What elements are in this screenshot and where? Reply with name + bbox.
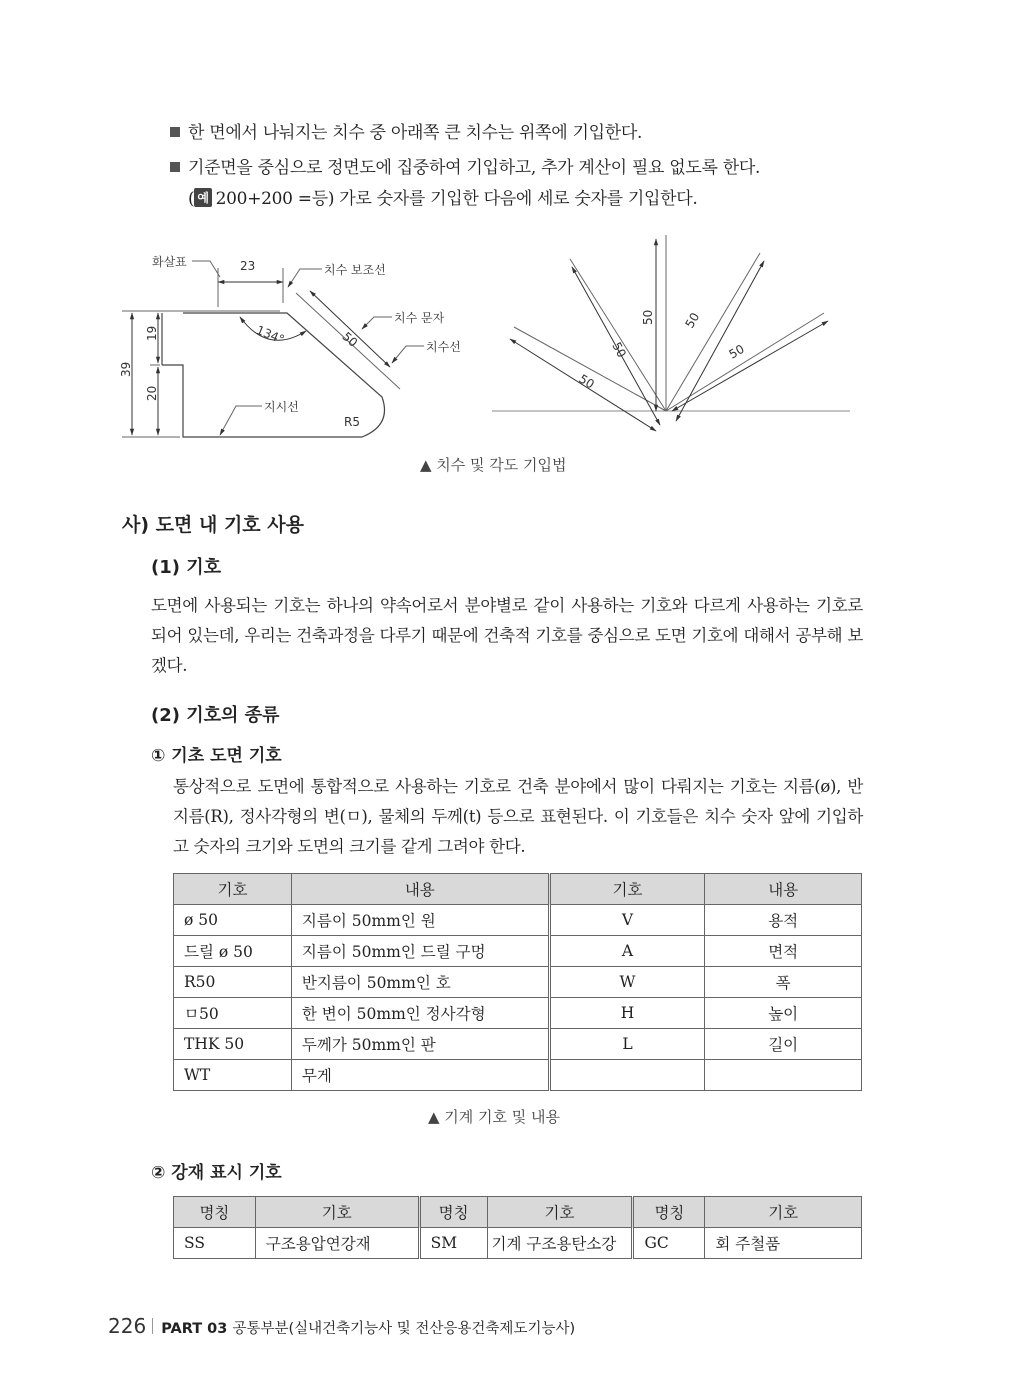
angle-dim-label: 50	[682, 310, 703, 331]
angle-dim-label: 50	[726, 341, 747, 362]
section-title: 사) 도면 내 기호 사용	[122, 514, 304, 536]
table-row	[174, 967, 862, 998]
dim-39-label: 39	[119, 361, 133, 377]
table-cell: 구조용압연강재	[255, 1228, 419, 1259]
table-cell: ø 50	[174, 905, 292, 936]
table-header: 명칭	[419, 1197, 487, 1228]
paragraph: 통상적으로 도면에 통합적으로 사용하는 기호로 건축 분야에서 많이 다뤄지는 기호는 지름(ø), 반지름(R), 정사각형의 변(ㅁ), 물체의 두께(t) 등으로 표현된다. 이 기호들은 치수 숫자 앞에 기입하고 숫자의 크기와 도면의 크기를 같게 그려야 한다.	[173, 777, 863, 856]
angle-label: 134°	[254, 322, 287, 347]
table-cell: SS	[174, 1228, 256, 1259]
table-cell: A	[549, 936, 705, 967]
item-title: ① 기초 도면 기호	[151, 746, 282, 766]
table-header: 기호	[255, 1197, 419, 1228]
page-footer	[108, 1314, 575, 1338]
table-cell: L	[549, 1029, 705, 1060]
dimension-figure	[100, 225, 880, 455]
angle-dim-label: 50	[609, 339, 629, 360]
table-cell: 무게	[291, 1060, 549, 1091]
page-number: 226	[108, 1314, 147, 1338]
table-cell: 길이	[705, 1029, 862, 1060]
table-cell: 지름이 50mm인 드릴 구멍	[291, 936, 549, 967]
table-cell	[549, 1060, 705, 1091]
angle-dim-label: 50	[576, 371, 597, 392]
bullet-text: 한 면에서 나눠지는 치수 중 아래쪽 큰 치수는 위쪽에 기입한다.	[188, 123, 643, 143]
item-title: ② 강재 표시 기호	[151, 1163, 282, 1183]
table-cell: ㅁ50	[174, 998, 292, 1029]
table-row	[174, 1029, 862, 1060]
leader-label: 지시선	[264, 400, 299, 414]
leader-line	[362, 317, 392, 329]
dim-19-label: 19	[145, 325, 159, 341]
dim-line-label: 치수선	[426, 340, 461, 354]
part-title: 공통부분(실내건축기능사 및 전산응용건축제도기능사)	[232, 1321, 576, 1337]
leader-line	[288, 269, 322, 287]
paragraph: 도면에 사용되는 기호는 하나의 약속어로서 분야별로 같이 사용하는 기호와 다르게 사용하는 기호로 되어 있는데, 우리는 건축과정을 다루기 때문에 건축적 기호를 중심으로 도면 기호에 대해서 공부해 보겠다.	[151, 596, 863, 675]
dim-50-label: 50	[339, 329, 361, 350]
r5-label: R5	[344, 415, 360, 429]
extension-line-label: 치수 보조선	[324, 263, 386, 277]
table-cell: H	[549, 998, 705, 1029]
table-cell: 드릴 ø 50	[174, 936, 292, 967]
table-cell: 두께가 50mm인 판	[291, 1029, 549, 1060]
leader-line	[392, 346, 424, 363]
table-cell: SM	[419, 1228, 487, 1259]
steel-symbol-table	[173, 1196, 862, 1259]
table-cell: 면적	[705, 936, 862, 967]
table-cell	[705, 1060, 862, 1091]
bullet-item-2	[170, 153, 760, 178]
table-header: 명칭	[174, 1197, 256, 1228]
part-label: PART 03	[161, 1321, 228, 1337]
footer-divider	[152, 1318, 153, 1334]
subsection-title: (1) 기호	[151, 557, 222, 578]
table-header: 기호	[174, 874, 292, 905]
table-cell: 용적	[705, 905, 862, 936]
table-cell: 기계 구조용탄소강	[487, 1228, 633, 1259]
arrow-label: 화살표	[152, 255, 187, 269]
subsection-title: (2) 기호의 종류	[151, 705, 280, 726]
table-row	[174, 905, 862, 936]
table-header-row	[174, 874, 862, 905]
table-row	[174, 1228, 862, 1259]
table-cell: 회 주철품	[705, 1228, 862, 1259]
table-cell: 지름이 50mm인 원	[291, 905, 549, 936]
table-cell: GC	[633, 1228, 705, 1259]
table-header: 기호	[549, 874, 705, 905]
dim-text-label: 치수 문자	[394, 311, 445, 325]
table-header: 내용	[705, 874, 862, 905]
dim-23-label: 23	[240, 259, 256, 273]
table-cell: V	[549, 905, 705, 936]
table-cell: 한 변이 50mm인 정사각형	[291, 998, 549, 1029]
figure-caption: ▲ 치수 및 각도 기입법	[420, 456, 567, 474]
table-header: 내용	[291, 874, 549, 905]
table-cell: 반지름이 50mm인 호	[291, 967, 549, 998]
table-cell: W	[549, 967, 705, 998]
example-tag: 예	[194, 188, 211, 207]
table-cell: 폭	[705, 967, 862, 998]
square-bullet-icon	[170, 162, 180, 172]
angle-extension-lines	[514, 235, 824, 411]
table-header-row	[174, 1197, 862, 1228]
dim-20-label: 20	[145, 385, 159, 401]
table-header: 명칭	[633, 1197, 705, 1228]
table-cell: R50	[174, 967, 292, 998]
leader-line	[192, 261, 220, 277]
table-cell: 높이	[705, 998, 862, 1029]
square-bullet-icon	[170, 127, 180, 137]
table-caption: ▲ 기계 기호 및 내용	[428, 1108, 561, 1126]
example-text: 200+200 =등) 가로 숫자를 기입한 다음에 세로 숫자를 기입한다.	[215, 189, 698, 209]
table-row	[174, 936, 862, 967]
table-row	[174, 998, 862, 1029]
bullet-text: 기준면을 중심으로 정면도에 집중하여 기입하고, 추가 계산이 필요 없도록 한다.	[188, 158, 761, 178]
leader-line	[220, 406, 262, 435]
angle-dimension-lines	[510, 239, 828, 431]
table-cell: WT	[174, 1060, 292, 1091]
table-cell: THK 50	[174, 1029, 292, 1060]
table-header: 기호	[705, 1197, 862, 1228]
symbol-table	[173, 873, 862, 1091]
example-line: ( 예 200+200 =등) 가로 숫자를 기입한 다음에 세로 숫자를 기입한다.	[188, 189, 698, 209]
table-header: 기호	[487, 1197, 633, 1228]
bullet-item-1	[170, 118, 642, 143]
table-row	[174, 1060, 862, 1091]
angle-dim-label: 50	[641, 309, 655, 325]
